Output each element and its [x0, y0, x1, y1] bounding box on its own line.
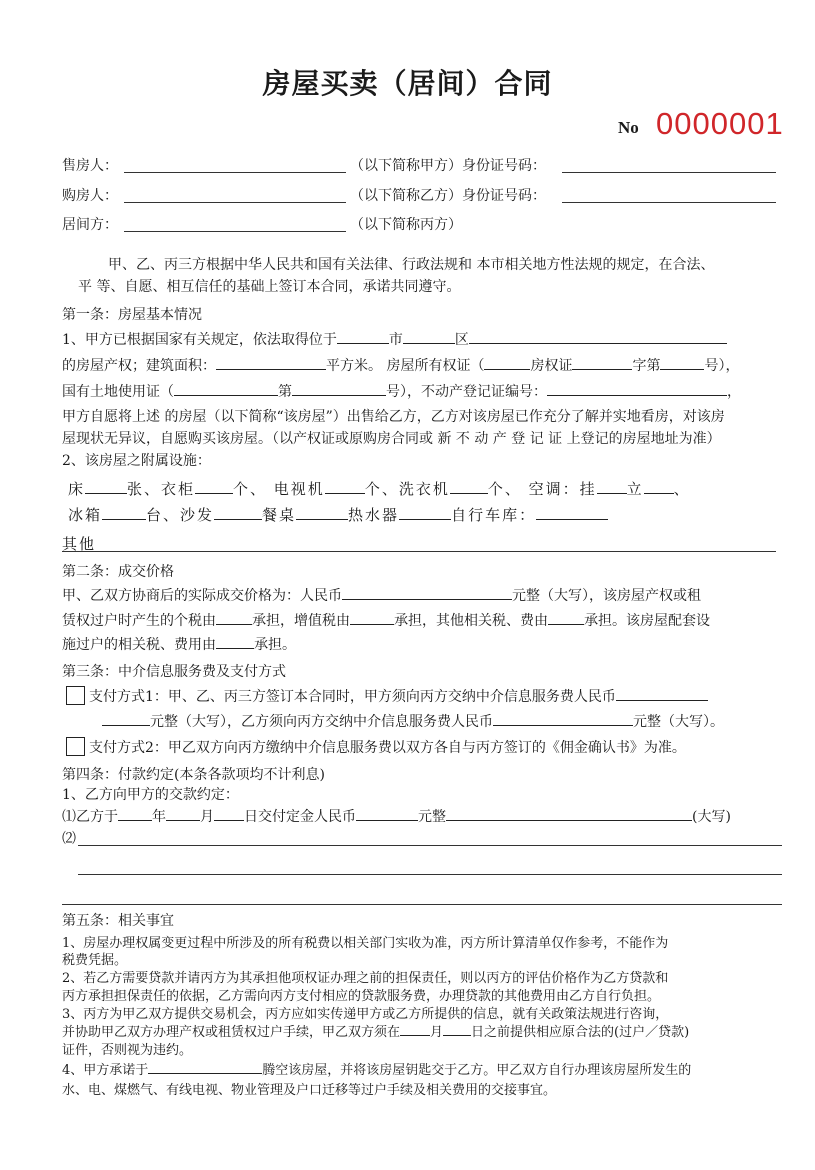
art5-line-5: 3、丙方为甲乙双方提供交易机会，丙方应如实传递甲方或乙方所提供的信息，就有关政策法规进行咨询， — [62, 1007, 669, 1022]
bed-count-field[interactable] — [85, 481, 127, 494]
art1-facilities-heading: 2、该房屋之附属设施： — [62, 453, 211, 469]
payment-item-2-label: ⑵ — [62, 831, 76, 847]
art1-line-4: 甲方自愿将上述 的房屋（以下简称“该房屋”）出售给乙方，乙方对该房屋已作充分了解并实地看房，对该房 — [62, 409, 725, 425]
payment-option-2: 支付方式2：甲乙双方向丙方缴纳中介信息服务费以双方各自与丙方签订的《佣金确认书》为准。 — [66, 737, 686, 757]
deposit-year-field[interactable] — [118, 808, 152, 821]
facilities-row-1: 床 张、衣柜 个、 电视机 个、洗衣机 个、 空调：挂 立 、 — [68, 480, 691, 498]
sofa-count-field[interactable] — [214, 507, 262, 520]
art1-area-line: 的房屋产权；建筑面积： 平方米。 房屋所有权证（ 房权证 字第 号）， — [62, 358, 740, 374]
ac-stand-count-field[interactable] — [644, 481, 674, 494]
facility-fee-payer-field[interactable] — [216, 636, 254, 649]
seller-name-field[interactable] — [124, 172, 346, 173]
art5-line-9: 水、电、煤燃气、有线电视、物业管理及户口迁移等过户手续及相关费用的交接事宜。 — [62, 1083, 557, 1098]
art2-fee-line: 施过户的相关税、费用由 承担。 — [62, 637, 296, 653]
facilities-other-label: 其他 — [62, 535, 97, 553]
payment-blank-line-2[interactable] — [62, 904, 782, 905]
vacate-date-field[interactable] — [148, 1061, 262, 1074]
docs-day-field[interactable] — [443, 1023, 471, 1036]
facilities-row-2: 冰箱 台、沙发 餐桌 热水器 自行车库： — [68, 504, 608, 525]
deposit-day-field[interactable] — [214, 808, 244, 821]
garage-field[interactable] — [536, 507, 608, 520]
table-count-field[interactable] — [296, 507, 348, 520]
property-reg-field[interactable] — [547, 383, 727, 396]
article-5-heading: 第五条：相关事宜 — [62, 913, 174, 929]
other-tax-payer-field[interactable] — [548, 612, 584, 625]
tv-count-field[interactable] — [325, 481, 365, 494]
art5-line-2: 税费凭据。 — [62, 953, 128, 968]
buyer-name-field[interactable] — [124, 202, 346, 203]
district-field[interactable] — [403, 331, 455, 344]
buyer-note: （以下简称乙方）身份证号码： — [350, 188, 546, 204]
deposit-month-field[interactable] — [166, 808, 200, 821]
land-cert-field[interactable] — [174, 383, 278, 396]
art5-line-4: 丙方承担担保责任的依据，乙方需向丙方支付相应的贷款服务费，办理贷款的其他费用由乙方自行负担。 — [62, 989, 661, 1004]
heater-count-field[interactable] — [399, 507, 451, 520]
city-field[interactable] — [337, 331, 389, 344]
deposit-words-field[interactable] — [446, 808, 692, 821]
art5-line-6: 并协助甲乙双方办理产权或租赁权过户手续，甲乙双方须在 月 日之前提供相应原合法的(过户／贷款) — [62, 1025, 690, 1040]
art5-line-1: 1、房屋办理权属变更过程中所涉及的所有税费以相关部门实收为准，丙方所计算清单仅作参考，不能作为 — [62, 936, 669, 951]
land-cert-number-field[interactable] — [292, 383, 386, 396]
payment-blank-line-1[interactable] — [78, 874, 782, 875]
agent-name-field[interactable] — [124, 231, 346, 232]
vat-payer-field[interactable] — [350, 612, 394, 625]
washer-count-field[interactable] — [450, 481, 488, 494]
art1-land-line: 国有土地使用证（ 第 号），不动产登记证编号： ， — [62, 384, 741, 400]
art4-line-1: 1、乙方向甲方的交款约定： — [62, 787, 239, 803]
article-2-heading: 第二条：成交价格 — [62, 564, 174, 580]
serial-number-label: No — [618, 118, 639, 137]
address-field[interactable] — [469, 331, 727, 344]
docs-month-field[interactable] — [400, 1023, 430, 1036]
agent-label: 居间方： — [62, 217, 118, 233]
area-field[interactable] — [216, 357, 326, 370]
buyer-fee-field[interactable] — [493, 713, 633, 726]
art5-line-3: 2、若乙方需要贷款并请丙方为其承担他项权证办理之前的担保责任，则以丙方的评估价格作为乙方贷款和 — [62, 971, 669, 986]
ac-wall-count-field[interactable] — [597, 481, 627, 494]
seller-note: （以下简称甲方）身份证号码： — [350, 158, 546, 174]
seller-id-field[interactable] — [562, 172, 776, 173]
price-field[interactable] — [342, 587, 512, 600]
cert-word-field[interactable] — [572, 357, 632, 370]
art5-line-7: 证件，否则视为违约。 — [62, 1043, 193, 1058]
art1-location-line: 1、甲方已根据国家有关规定，依法取得位于 市 区 — [62, 329, 727, 349]
contract-title: 房屋买卖（居间）合同 — [262, 67, 553, 100]
facilities-other-field[interactable] — [62, 551, 776, 552]
deposit-line: ⑴乙方于 年 月 日交付定金人民币 元整 (大写) — [62, 809, 731, 825]
payment-option-1-cont: 元整（大写），乙方须向丙方交纳中介信息服务费人民币 元整（大写）。 — [102, 711, 724, 731]
payment-item-2-field[interactable] — [78, 845, 782, 846]
buyer-label: 购房人： — [62, 188, 118, 204]
seller-fee-cont-field[interactable] — [102, 713, 150, 726]
seller-label: 售房人： — [62, 158, 118, 174]
article-3-heading: 第三条：中介信息服务费及支付方式 — [62, 664, 286, 680]
option-2-checkbox[interactable] — [66, 737, 85, 756]
article-1-heading: 第一条：房屋基本情况 — [62, 307, 202, 323]
buyer-id-field[interactable] — [562, 202, 776, 203]
art1-line-5: 屋现状无异议，自愿购买该房屋。（以产权证或原购房合同或 新 不 动 产 登 记 证 上登记的房屋地址为准） — [62, 431, 721, 447]
art5-line-8: 4、甲方承诺于 腾空该房屋，并将该房屋钥匙交于乙方。甲乙双方自行办理该房屋所发生的 — [62, 1063, 692, 1078]
agent-note: （以下简称丙方） — [350, 217, 462, 233]
art2-price-line: 甲、乙双方协商后的实际成交价格为：人民币 元整（大写），该房屋产权或租 — [62, 588, 701, 604]
intro-line-2: 平 等、自愿、相互信任的基础上签订本合同，承诺共同遵守。 — [78, 279, 461, 295]
income-tax-payer-field[interactable] — [216, 612, 252, 625]
article-4-heading: 第四条：付款约定(本条各款项均不计利息) — [62, 767, 325, 783]
fridge-count-field[interactable] — [102, 507, 146, 520]
art2-tax-line: 赁权过户时产生的个税由 承担，增值税由 承担，其他相关税、费由 承担。该房屋配套设 — [62, 613, 710, 629]
seller-fee-field[interactable] — [616, 688, 708, 701]
intro-line-1: 甲、乙、丙三方根据中华人民共和国有关法律、行政法规和 本市相关地方性法规的规定，在合法、 — [108, 257, 715, 273]
option-1-checkbox[interactable] — [66, 686, 85, 705]
cert-number-field[interactable] — [660, 357, 704, 370]
cert-prefix-field[interactable] — [484, 357, 530, 370]
wardrobe-count-field[interactable] — [195, 481, 233, 494]
serial-number: 0000001 — [656, 106, 784, 141]
payment-option-1: 支付方式1：甲、乙、丙三方签订本合同时，甲方须向丙方交纳中介信息服务费人民币 — [66, 686, 708, 706]
deposit-amount-field[interactable] — [356, 808, 418, 821]
